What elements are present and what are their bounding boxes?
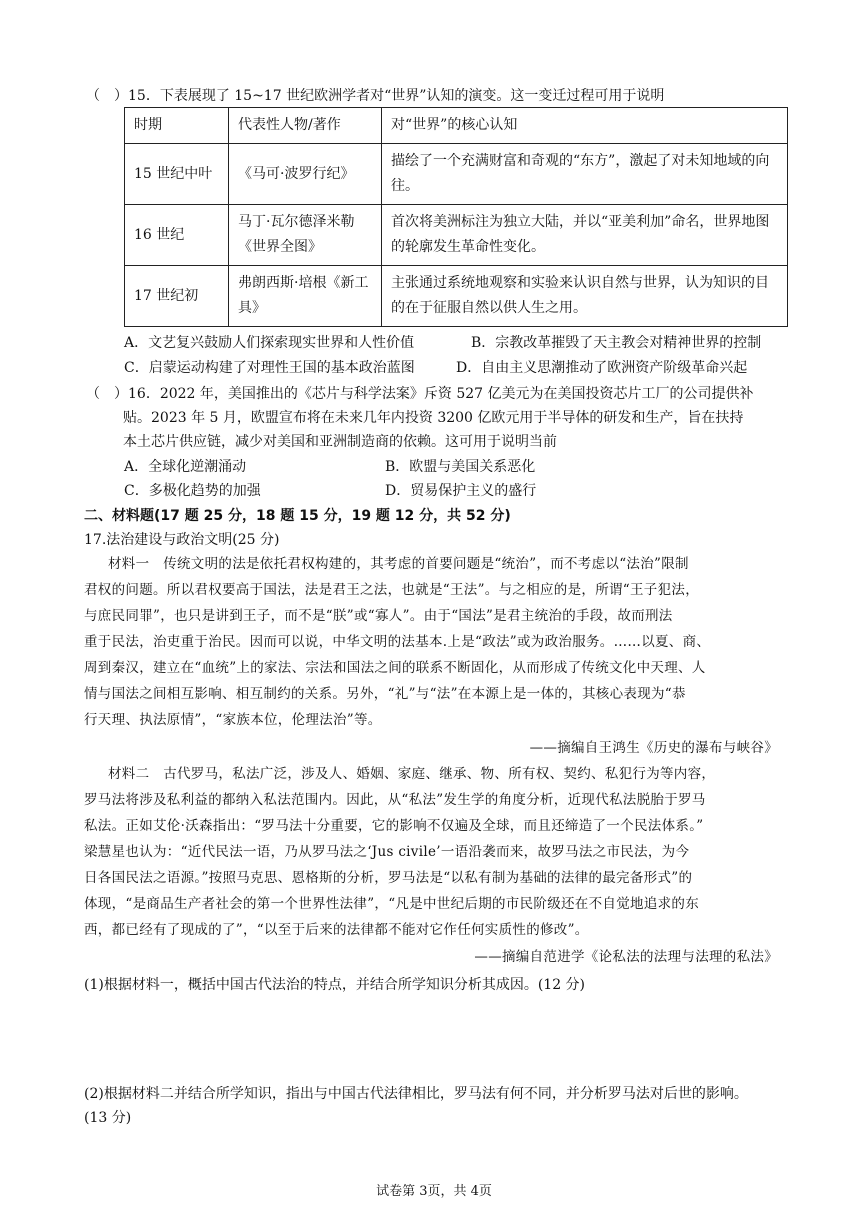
- sub-question-1: (1)根据材料一，概括中国古代法治的特点，并结合所学知识分析其成因。(12 分): [84, 977, 586, 993]
- table-cell: 马丁·瓦尔德泽米勒《世界全图》: [229, 205, 382, 266]
- q16-line-1: （ ）16．2022 年，美国推出的《芯片与科学法案》斥资 527 亿美元为在美国投资芯片工厂的公司提供补: [86, 386, 754, 402]
- table-header-row: [125, 108, 788, 144]
- material-1-line: 与庶民同罪”，也只是讲到王子，而不是“朕”或“寡人”。由于“国法”是君主统治的手段，故而刑法: [84, 608, 673, 624]
- page-footer: 试卷第 3页，共 4页: [376, 1184, 492, 1199]
- q15-stem: （ ）15．下表展现了 15~17 世纪欧洲学者对“世界”认知的演变。这一变迁过程可用于说明: [86, 88, 665, 104]
- table-cell: 主张通过系统地观察和实验来认识自然与世界，认为知识的目的在于征服自然以供人生之用。: [382, 266, 788, 327]
- q15-option-a: A．文艺复兴鼓励人们探索现实世界和人性价值: [124, 335, 415, 351]
- table-row: [125, 205, 788, 266]
- table-cell: 弗朗西斯·培根《新工具》: [229, 266, 382, 327]
- q16-option-a: A．全球化逆潮涌动: [124, 459, 247, 475]
- material-1-line: 材料一 传统文明的法是依托君权构建的，其考虑的首要问题是“统治”，而不考虑以“法治”限制: [108, 556, 689, 572]
- material-1-line: 行天理、执法原情”，“家族本位，伦理法治”等。: [84, 712, 382, 728]
- q16-line-3: 本土芯片供应链，减少对美国和亚洲制造商的依赖。这可用于说明当前: [123, 434, 557, 450]
- table-header-cell: 对“世界”的核心认知: [382, 108, 788, 144]
- table-row: [125, 266, 788, 327]
- material-1-source: ——摘编自王鸿生《历史的瀑布与峡谷》: [529, 740, 778, 756]
- material-2-line: 梁慧星也认为：“近代民法一语，乃从罗马法之‘Jus civile’一语沿袭而来，故罗马法之市民法，为今: [84, 844, 690, 860]
- q16-line-2: 贴。2023 年 5 月，欧盟宣布将在未来几年内投资 3200 亿欧元用于半导体的研发和生产，旨在扶持: [123, 410, 744, 426]
- table-cell: 《马可·波罗行纪》: [229, 144, 382, 205]
- table-cell: 17 世纪初: [125, 266, 229, 327]
- q16-option-d: D．贸易保护主义的盛行: [385, 483, 537, 499]
- q15-option-b: B．宗教改革摧毁了天主教会对精神世界的控制: [471, 335, 762, 351]
- material-1-line: 君权的问题。所以君权要高于国法，法是君王之法，也就是“王法”。与之相应的是，所谓“王子犯法，: [84, 582, 700, 598]
- table-cell: 15 世纪中叶: [125, 144, 229, 205]
- table-header-cell: 代表性人物/著作: [229, 108, 382, 144]
- sub-question-2: (2)根据材料二并结合所学知识，指出与中国古代法律相比，罗马法有何不同，并分析罗马法对后世的影响。: [84, 1086, 748, 1102]
- table-cell: 16 世纪: [125, 205, 229, 266]
- material-2-line: 罗马法将涉及私利益的都纳入私法范围内。因此，从“私法”发生学的角度分析，近现代私法脱胎于罗马: [84, 792, 706, 808]
- material-2-line: 体现，“是商品生产者社会的第一个世界性法律”，“凡是中世纪后期的市民阶级还在不自觉地追求的东: [84, 896, 700, 912]
- q15-option-d: D．自由主义思潮推动了欧洲资产阶级革命兴起: [456, 360, 748, 376]
- material-1-line: 重于民法，治吏重于治民。因而可以说，中华文明的法基本.上是“政法”或为政治服务。……以夏、商、: [84, 634, 711, 650]
- section-title: 二、材料题(17 题 25 分，18 题 15 分，19 题 12 分，共 52 分): [84, 508, 511, 524]
- q16-option-b: B．欧盟与美国关系恶化: [385, 459, 536, 475]
- q15-table: [124, 107, 788, 327]
- material-2-source: ——摘编自范进学《论私法的法理与法理的私法》: [474, 949, 778, 965]
- table-row: [125, 144, 788, 205]
- material-2-line: 材料二 古代罗马，私法广泛，涉及人、婚姻、家庭、继承、物、所有权、契约、私犯行为等内容，: [108, 766, 716, 782]
- material-2-line: 日各国民法之语源。”按照马克思、恩格斯的分析，罗马法是“以私有制为基础的法律的最完备形式”的: [84, 870, 693, 886]
- table-header-cell: 时期: [125, 108, 229, 144]
- material-2-line: 西，都已经有了现成的了”，“以至于后来的法律都不能对它作任何实质性的修改”。: [84, 922, 589, 938]
- table-cell: 描绘了一个充满财富和奇观的“东方”，激起了对未知地域的向往。: [382, 144, 788, 205]
- q16-option-c: C．多极化趋势的加强: [124, 483, 261, 499]
- sub-question-2-score: (13 分): [84, 1110, 132, 1126]
- q15-option-c: C．启蒙运动构建了对理性王国的基本政治蓝图: [124, 360, 415, 376]
- material-1-line: 周到秦汉，建立在“血统”上的家法、宗法和国法之间的联系不断固化，从而形成了传统文化中天理、人: [84, 660, 706, 676]
- q17-title: 17.法治建设与政治文明(25 分): [84, 532, 280, 548]
- material-2-line: 私法。正如艾伦·沃森指出：“罗马法十分重要，它的影响不仅遍及全球，而且还缔造了一个民法体系。”: [84, 818, 704, 834]
- material-1-line: 情与国法之间相互影响、相互制约的关系。另外，“礼”与“法”在本源上是一体的，其核心表现为“恭: [84, 686, 686, 702]
- table-cell: 首次将美洲标注为独立大陆，并以“亚美利加”命名，世界地图的轮廓发生革命性变化。: [382, 205, 788, 266]
